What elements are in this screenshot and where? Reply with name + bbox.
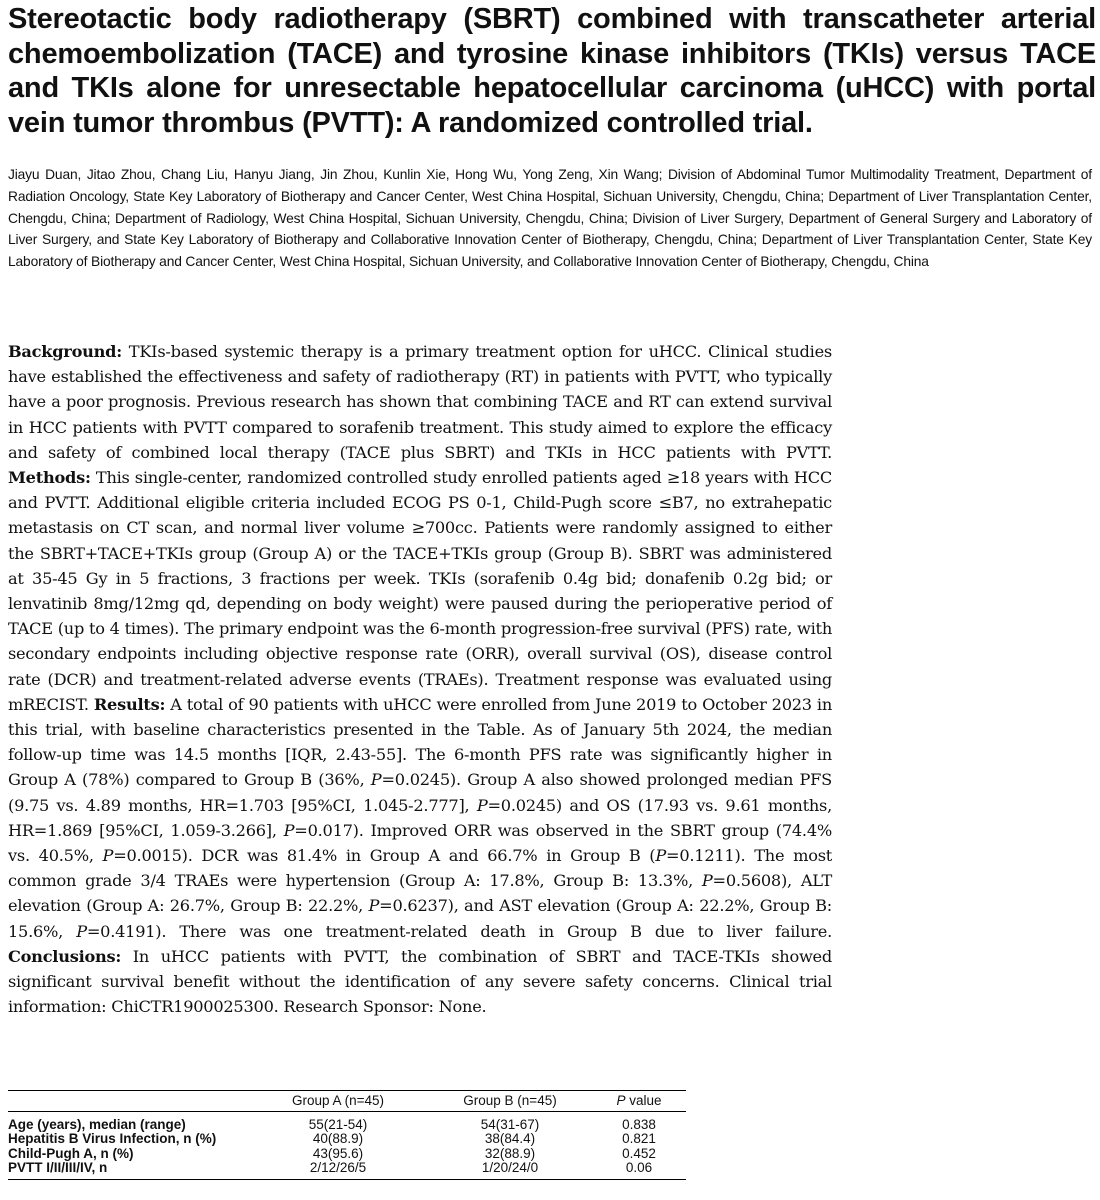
cell-p-value: 0.821 bbox=[622, 1131, 656, 1146]
background-label: Background: bbox=[8, 342, 122, 361]
results-part: =0.1211). The most common grade 3/4 TRAEs were hypertension (Group A: 17.8%, Group B: 13.3%, bbox=[8, 846, 833, 891]
cell-group-b: 32(88.9) bbox=[484, 1145, 536, 1161]
table-header-row bbox=[8, 1091, 686, 1112]
cell-group-b: 1/20/24/0 bbox=[428, 1161, 592, 1179]
table-row bbox=[8, 1111, 686, 1132]
cell-group-a: 43(95.6) bbox=[312, 1145, 364, 1161]
abstract-body bbox=[8, 339, 832, 1019]
background-text: TKIs-based systemic therapy is a primary treatment option for uHCC. Clinical studies have established the effectiveness and safety of radiotherapy (RT) in patients with PVTT, who typically have a poor prognosis. Previous research has shown that combining TACE and RT can extend survival in HCC patients with PVTT compared to sorafenib treatment. This study aimed to explore the efficacy and safety of combined local therapy (TACE plus SBRT) and TKIs in HCC patients with PVTT. bbox=[8, 342, 832, 462]
results-part: =0.017). Improved ORR was observed in the SBRT group (74.4% vs. 40.5%, bbox=[8, 820, 832, 866]
p-symbol: P bbox=[655, 846, 667, 866]
results-part: =0.5608), ALT elevation (Group A: 26.7%, Group B: 22.2%, bbox=[8, 871, 832, 916]
p-symbol: P bbox=[370, 770, 382, 790]
cell-p-value: 0.838 bbox=[622, 1116, 656, 1132]
methods-text: This single-center, randomized controlled study enrolled patients aged ≥18 years with HCC and PVTT. Additional eligible criteria included ECOG PS 0-1, Child-Pugh score ≤B7, no extrahepatic metastasis on CT scan, and normal liver volume ≥700cc. Patients were randomly assigned to either the SBRT+TACE+TKIs group (Group A) or the TACE+TKIs group (Group B). SBRT was administered at 35-45 Gy in 5 fractions, 3 fractions per week. TKIs (sorafenib 0.4g bid; donafenib 0.2g bid; or lenvatinib 8mg/12mg qd, depending on body weight) were paused during the perioperative period of TACE (up to 4 times). The primary endpoint was the 6-month progression-free survival (PFS) rate, with secondary endpoints including objective response rate (ORR), overall survival (OS), disease control rate (DCR) and treatment-related adverse events (TRAEs). Treatment response was evaluated using mRECIST. bbox=[8, 468, 832, 714]
row-label: Hepatitis B Virus Infection, n (%) bbox=[8, 1131, 217, 1146]
p-symbol: P bbox=[283, 820, 295, 840]
baseline-characteristics-table bbox=[8, 1090, 686, 1180]
p-symbol: P bbox=[476, 795, 488, 815]
header-p-value bbox=[592, 1091, 686, 1112]
row-label: Child-Pugh A, n (%) bbox=[8, 1145, 134, 1161]
conclusions-text: In uHCC patients with PVTT, the combination of SBRT and TACE-TKIs showed significant survival benefit without the identification of any severe safety concerns. Clinical trial information: ChiCTR1900025300. Research Sponsor: None. bbox=[8, 946, 832, 1017]
cell-group-a: 2/12/26/5 bbox=[248, 1161, 428, 1179]
row-label: Age (years), median (range) bbox=[8, 1116, 186, 1132]
header-empty bbox=[8, 1091, 248, 1112]
cell-p-value: 0.06 bbox=[592, 1161, 686, 1179]
results-part: =0.0245). Group A also showed prolonged median PFS (9.75 vs. 4.89 months, HR=1.703 [95%CI, 1.045-2.777], bbox=[8, 770, 832, 815]
results-part: =0.0015). DCR was 81.4% in Group A and 66.7% in Group B ( bbox=[113, 846, 656, 866]
table-row bbox=[8, 1161, 686, 1179]
results-text bbox=[8, 695, 832, 941]
p-symbol: P bbox=[76, 921, 87, 941]
p-symbol: P bbox=[701, 871, 713, 891]
table-row bbox=[8, 1147, 686, 1162]
p-symbol: P bbox=[102, 846, 114, 866]
cell-p-value: 0.452 bbox=[622, 1145, 656, 1161]
header-value-word: value bbox=[625, 1093, 662, 1108]
header-p-symbol: P bbox=[616, 1093, 626, 1108]
results-part: =0.4191). There was one treatment-related death in Group B due to liver failure. bbox=[86, 921, 832, 941]
results-part: =0.6237), and AST elevation (Group A: 22.2%, Group B: 15.6%, bbox=[8, 896, 832, 941]
table-row bbox=[8, 1132, 686, 1147]
results-part: =0.0245) and OS (17.93 vs. 9.61 months, HR=1.869 [95%CI, 1.059-3.266], bbox=[8, 795, 832, 840]
baseline-table-container bbox=[8, 1090, 686, 1180]
cell-group-b: 38(84.4) bbox=[484, 1131, 536, 1146]
cell-group-a: 55(21-54) bbox=[308, 1116, 368, 1132]
author-affiliations: Jiayu Duan, Jitao Zhou, Chang Liu, Hanyu Jiang, Jin Zhou, Kunlin Xie, Hong Wu, Yong Zeng, Xin Wang; Division of Abdominal Tumor Multimodality Treatment, Department of Radiation Oncology, State Key Laboratory of Biotherapy and Cancer Center, West China Hospital, Sichuan University, Chengdu, China; Department of Liver Transplantation Center, Chengdu, China; Department of Radiology, West China Hospital, Sichuan University, Chengdu, China; Division of Liver Surgery, Department of General Surgery and Laboratory of Liver Surgery, and State Key Laboratory of Biotherapy and Collaborative Innovation Center of Biotherapy, Chengdu, China; Department of Liver Transplantation Center, State Key Laboratory of Biotherapy and Cancer Center, West China Hospital, Sichuan University, and Collaborative Innovation Center of Biotherapy, Chengdu, China bbox=[8, 167, 1092, 270]
paper-title: Stereotactic body radiotherapy (SBRT) combined with transcatheter arterial chemoembolization (TACE) and tyrosine kinase inhibitors (TKIs) versus TACE and TKIs alone for unresectable hepatocellular carcinoma (uHCC) with portal vein tumor thrombus (PVTT): A randomized controlled trial. bbox=[8, 3, 1096, 139]
results-label: Results: bbox=[93, 694, 166, 714]
header-group-a: Group A (n=45) bbox=[248, 1091, 428, 1112]
results-part: A total of 90 patients with uHCC were enrolled from June 2019 to October 2023 in this trial, with baseline characteristics presented in the Table. As of January 5th 2024, the median follow-up time was 14.5 months [IQR, 2.43-55]. The 6-month PFS rate was significantly higher in Group A (78%) compared to Group B (36%, bbox=[8, 694, 832, 790]
row-label: PVTT I/II/III/IV, n bbox=[8, 1161, 248, 1179]
conclusions-label: Conclusions: bbox=[8, 946, 122, 966]
p-symbol: P bbox=[368, 896, 380, 916]
header-group-b: Group B (n=45) bbox=[428, 1091, 592, 1112]
cell-group-b: 54(31-67) bbox=[480, 1116, 540, 1132]
methods-label: Methods: bbox=[8, 468, 91, 488]
cell-group-a: 40(88.9) bbox=[312, 1131, 364, 1146]
